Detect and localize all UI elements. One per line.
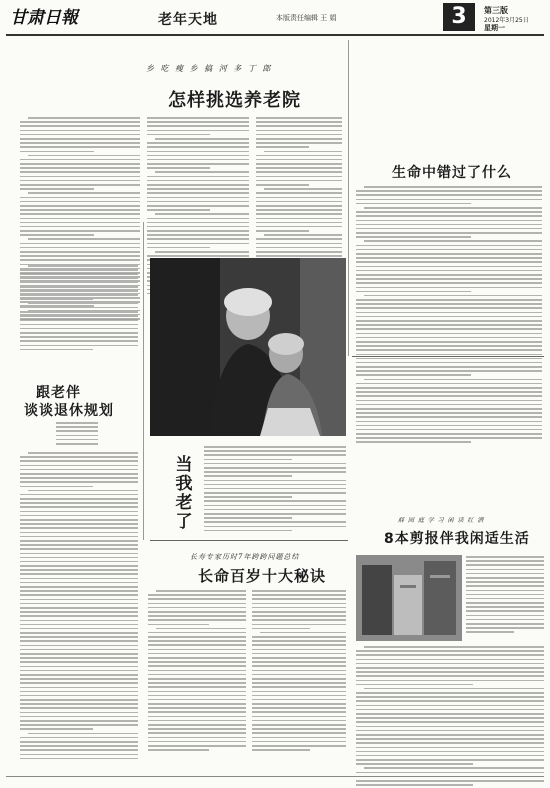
bottom-headline: 长命百岁十大秘诀 (198, 567, 327, 585)
masthead-rule (6, 34, 544, 36)
left-headline-line2: 谈谈退休规划 (24, 403, 114, 419)
edition-label: 第三版 (484, 6, 508, 15)
page-number-badge: 3 (443, 3, 475, 31)
left-body-upper (20, 265, 138, 353)
center-vertical-headline: 当我老了 (175, 455, 193, 532)
column-rule (143, 222, 144, 540)
lead-kicker: 乡 吃 瘦 乡 搞 河 多 丁 郎 (146, 64, 273, 73)
bottom-kicker: 长寿专家历时7年跨跨问题总结 (190, 553, 300, 561)
left-subheads (56, 422, 98, 447)
right-top-body (356, 186, 542, 446)
svg-text:甘肃日報: 甘肃日報 (10, 8, 78, 28)
editor-line: 本版责任编辑 王 娟 (276, 14, 337, 22)
bottom-body-col1 (148, 590, 246, 753)
books-photo (356, 555, 462, 641)
lead-headline: 怎样挑选养老院 (168, 90, 301, 111)
right-mid-body (356, 646, 544, 788)
right-mid-body-side (466, 556, 544, 636)
center-poem-text (204, 446, 346, 534)
newspaper-logo (8, 4, 100, 30)
center-rule (150, 540, 348, 541)
bottom-body-col2 (252, 590, 346, 753)
column-rule (348, 40, 349, 356)
right-top-headline: 生命中错过了什么 (392, 165, 512, 181)
elderly-couple-photo (150, 258, 346, 436)
right-mid-headline: 8本剪报伴我闲适生活 (384, 531, 530, 547)
right-rule (352, 356, 544, 357)
weekday-label: 星期一 (484, 24, 505, 32)
left-headline-line1: 跟老伴 (36, 385, 81, 401)
lead-body-col3 (256, 117, 342, 264)
section-title: 老年天地 (158, 12, 218, 28)
bottom-rule (6, 776, 544, 777)
right-mid-kicker: 薛 园 庭 学 习 闲 读 红 酒 (398, 517, 485, 524)
left-body-lower (20, 452, 138, 762)
date-label: 2012年3月25日 (484, 17, 529, 24)
